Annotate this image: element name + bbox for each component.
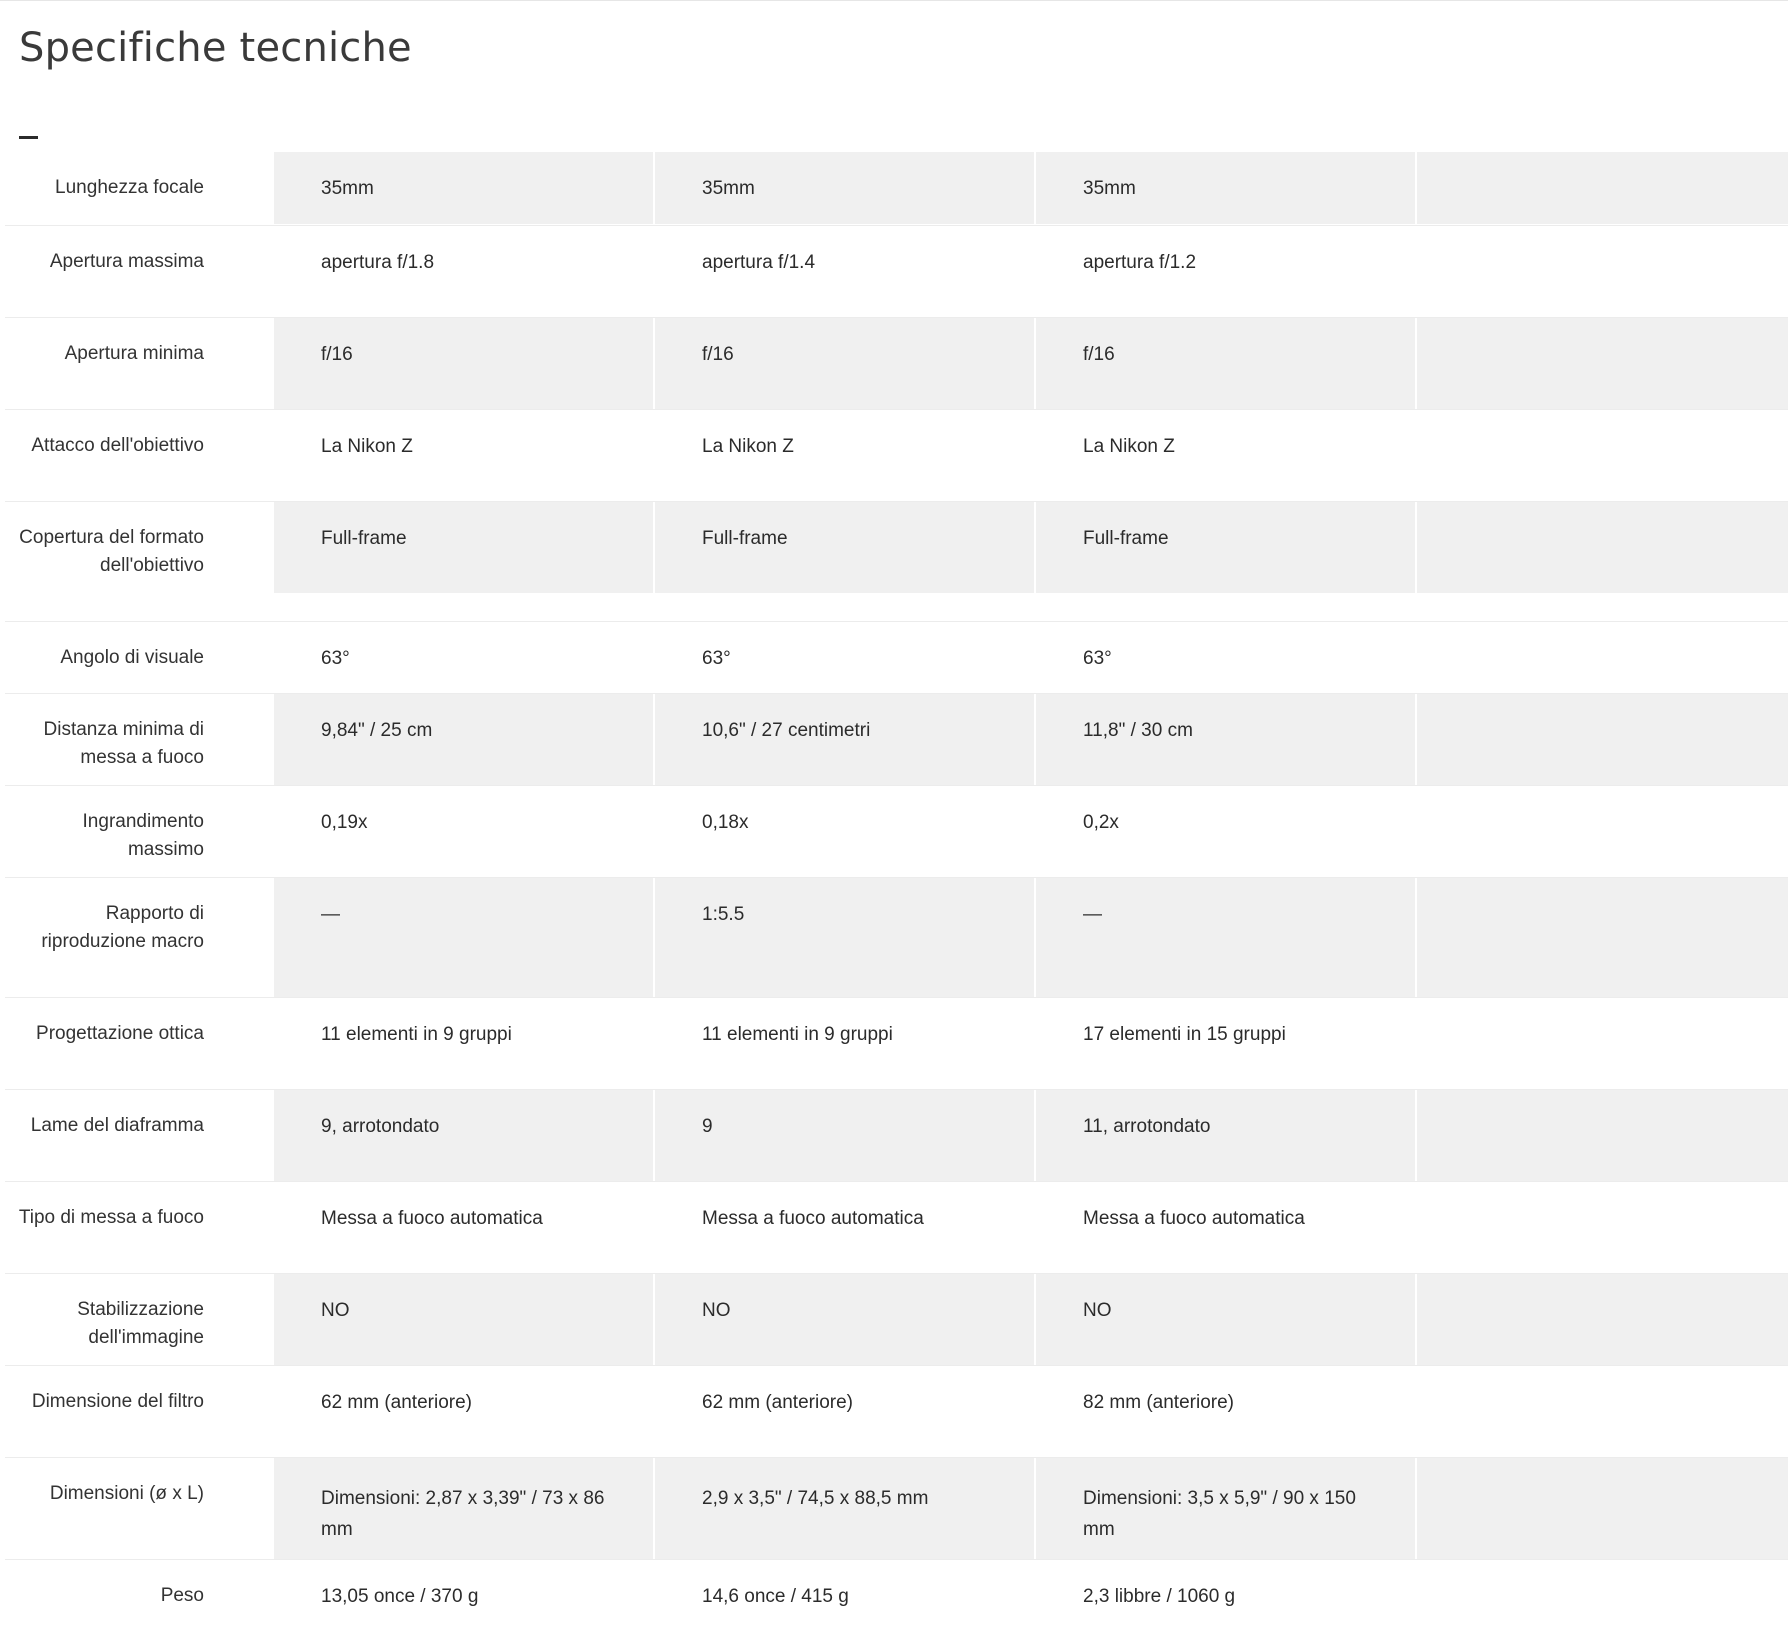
spec-value: 11, arrotondato bbox=[1036, 1090, 1415, 1181]
spec-value: 14,6 once / 415 g bbox=[702, 1585, 849, 1607]
spec-label: Tipo di messa a fuoco bbox=[18, 1206, 204, 1228]
spec-row bbox=[5, 152, 1788, 225]
spec-value: 0,19x bbox=[321, 811, 368, 833]
spec-value: — bbox=[1036, 878, 1415, 997]
spec-value: f/16 bbox=[655, 318, 1034, 409]
spec-value: 62 mm (anteriore) bbox=[321, 1391, 472, 1413]
spec-label: Stabilizzazione dell'immagine bbox=[77, 1298, 204, 1348]
spec-row bbox=[5, 997, 1788, 1089]
spec-row bbox=[5, 1365, 1788, 1457]
spec-row bbox=[5, 409, 1788, 501]
collapse-icon[interactable] bbox=[19, 136, 38, 139]
spec-value: f/16 bbox=[274, 318, 653, 409]
spec-empty-cell bbox=[1417, 152, 1788, 224]
spec-row bbox=[5, 501, 1788, 621]
spec-value: 82 mm (anteriore) bbox=[1083, 1391, 1234, 1413]
spec-value: La Nikon Z bbox=[321, 435, 413, 457]
spec-value: La Nikon Z bbox=[702, 435, 794, 457]
spec-value: Full-frame bbox=[274, 502, 653, 593]
spec-value: 0,2x bbox=[1083, 811, 1119, 833]
spec-label: Dimensione del filtro bbox=[31, 1390, 204, 1412]
spec-label: Peso bbox=[160, 1584, 204, 1606]
top-divider bbox=[0, 0, 1788, 1]
spec-value: 2,9 x 3,5" / 74,5 x 88,5 mm bbox=[655, 1458, 1034, 1559]
spec-value: 9, arrotondato bbox=[274, 1090, 653, 1181]
spec-label: Ingrandimento massimo bbox=[82, 810, 204, 860]
spec-value: Messa a fuoco automatica bbox=[702, 1207, 924, 1229]
spec-value: 11 elementi in 9 gruppi bbox=[702, 1023, 893, 1045]
spec-row bbox=[5, 785, 1788, 877]
spec-label: Angolo di visuale bbox=[60, 646, 204, 668]
spec-value: 17 elementi in 15 gruppi bbox=[1083, 1023, 1286, 1045]
spec-value: — bbox=[274, 878, 653, 997]
spec-value: 35mm bbox=[274, 152, 653, 224]
spec-value: 35mm bbox=[655, 152, 1034, 224]
spec-label: Rapporto di riproduzione macro bbox=[41, 902, 204, 952]
spec-row bbox=[5, 693, 1788, 785]
spec-value: 1:5.5 bbox=[655, 878, 1034, 997]
spec-empty-cell bbox=[1417, 1458, 1788, 1559]
spec-value: Messa a fuoco automatica bbox=[321, 1207, 543, 1229]
spec-label: Progettazione ottica bbox=[36, 1022, 204, 1044]
spec-label: Lunghezza focale bbox=[55, 177, 204, 198]
spec-value: Dimensioni: 2,87 x 3,39" / 73 x 86 mm bbox=[274, 1458, 653, 1559]
spec-empty-cell bbox=[1417, 318, 1788, 409]
spec-row bbox=[5, 317, 1788, 409]
spec-value: NO bbox=[655, 1274, 1034, 1365]
spec-value: 35mm bbox=[1036, 152, 1415, 224]
spec-value: 63° bbox=[321, 647, 350, 669]
spec-value: 63° bbox=[702, 647, 731, 669]
spec-value: NO bbox=[1036, 1274, 1415, 1365]
spec-value: apertura f/1.8 bbox=[321, 251, 435, 273]
spec-label: Distanza minima di messa a fuoco bbox=[43, 718, 204, 768]
spec-row bbox=[5, 877, 1788, 997]
spec-value: Messa a fuoco automatica bbox=[1083, 1207, 1305, 1229]
spec-value: La Nikon Z bbox=[1083, 435, 1175, 457]
spec-value: Full-frame bbox=[1036, 502, 1415, 593]
spec-empty-cell bbox=[1417, 1274, 1788, 1365]
spec-value: 11 elementi in 9 gruppi bbox=[321, 1023, 512, 1045]
spec-label: Apertura minima bbox=[64, 342, 204, 364]
spec-value: 9,84" / 25 cm bbox=[274, 694, 653, 785]
spec-value: 10,6" / 27 centimetri bbox=[655, 694, 1034, 785]
spec-label: Lame del diaframma bbox=[30, 1114, 204, 1136]
spec-table bbox=[5, 152, 1788, 1639]
spec-value: 0,18x bbox=[702, 811, 749, 833]
spec-value: apertura f/1.4 bbox=[702, 251, 816, 273]
spec-label: Copertura del formato dell'obiettivo bbox=[19, 526, 204, 576]
spec-label: Apertura massima bbox=[49, 250, 204, 272]
spec-row bbox=[5, 1457, 1788, 1559]
spec-value: 2,3 libbre / 1060 g bbox=[1083, 1585, 1236, 1607]
page-title: Specifiche tecniche bbox=[19, 25, 412, 71]
spec-row bbox=[5, 1559, 1788, 1639]
spec-value: NO bbox=[274, 1274, 653, 1365]
spec-row bbox=[5, 621, 1788, 693]
spec-label: Attacco dell'obiettivo bbox=[31, 434, 204, 456]
spec-row bbox=[5, 1089, 1788, 1181]
spec-value: 63° bbox=[1083, 647, 1112, 669]
spec-value: Dimensioni: 3,5 x 5,9" / 90 x 150 mm bbox=[1036, 1458, 1415, 1559]
spec-row bbox=[5, 1273, 1788, 1365]
spec-row bbox=[5, 1181, 1788, 1273]
spec-value: apertura f/1.2 bbox=[1083, 251, 1197, 273]
spec-empty-cell bbox=[1417, 502, 1788, 593]
spec-value: 62 mm (anteriore) bbox=[702, 1391, 853, 1413]
spec-value: 13,05 once / 370 g bbox=[321, 1585, 479, 1607]
spec-value: Full-frame bbox=[655, 502, 1034, 593]
spec-row bbox=[5, 225, 1788, 317]
spec-empty-cell bbox=[1417, 1090, 1788, 1181]
spec-label: Dimensioni (ø x L) bbox=[49, 1482, 204, 1504]
spec-value: 9 bbox=[655, 1090, 1034, 1181]
spec-value: 11,8" / 30 cm bbox=[1036, 694, 1415, 785]
spec-empty-cell bbox=[1417, 694, 1788, 785]
spec-empty-cell bbox=[1417, 878, 1788, 997]
spec-value: f/16 bbox=[1036, 318, 1415, 409]
